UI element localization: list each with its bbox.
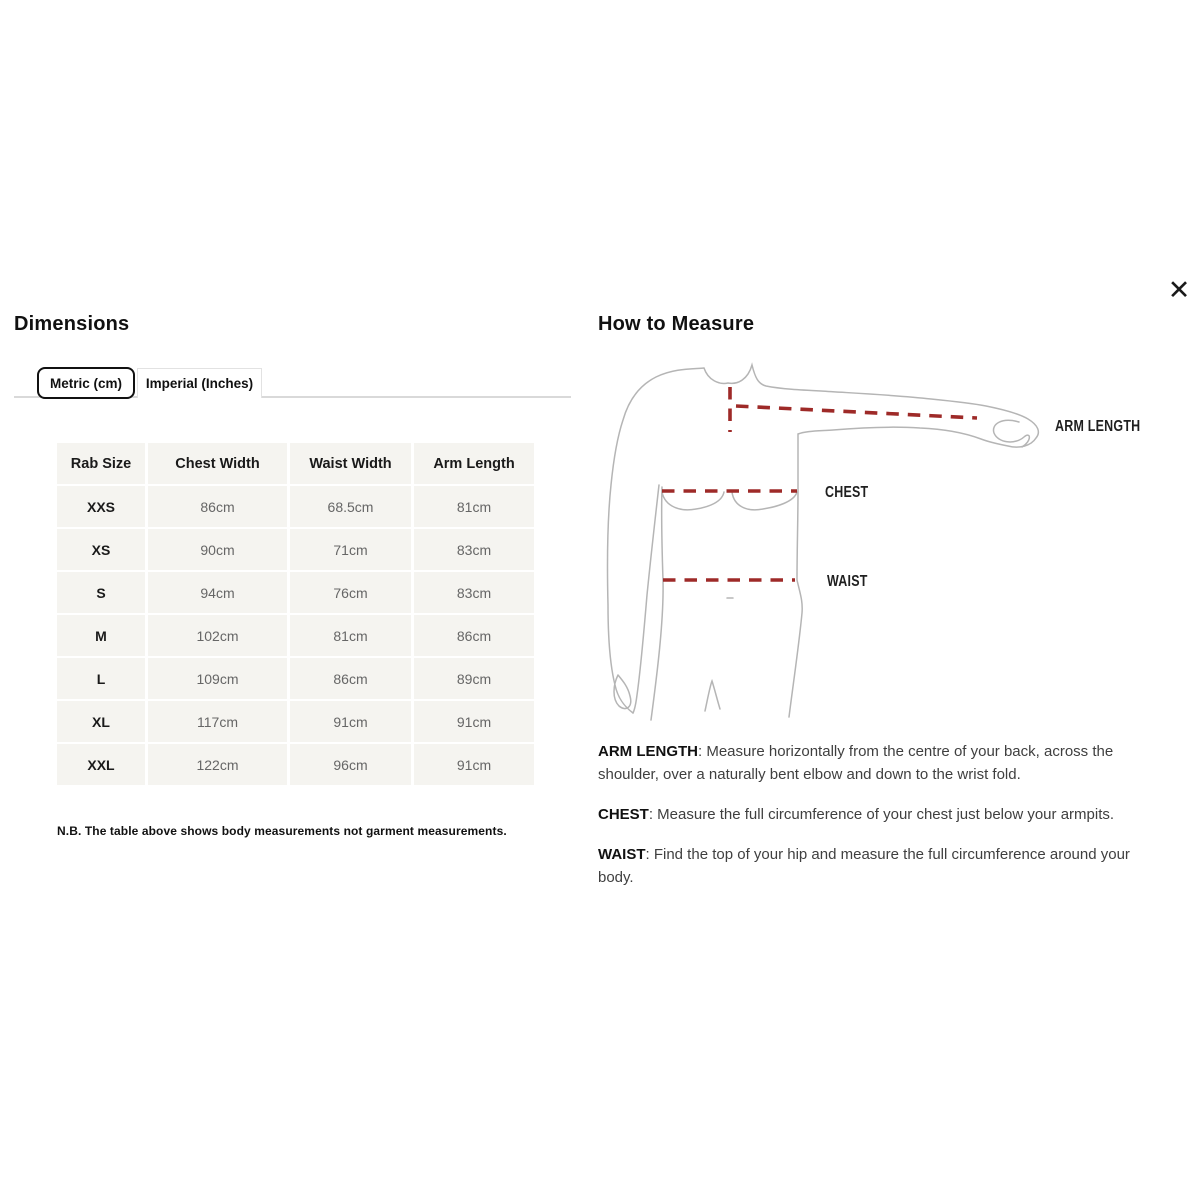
- waist-value: 81cm: [290, 615, 411, 656]
- chest-term: CHEST: [598, 806, 649, 823]
- waist-value: 91cm: [290, 701, 411, 742]
- arm-value: 89cm: [414, 658, 534, 699]
- table-row: [57, 529, 534, 570]
- column-header-chest: Chest Width: [148, 443, 287, 484]
- chest-value: 102cm: [148, 615, 287, 656]
- column-header-arm: Arm Length: [414, 443, 534, 484]
- size-label: L: [57, 658, 145, 699]
- how-to-measure-title: How to Measure: [598, 313, 755, 335]
- close-icon[interactable]: ✕: [1167, 275, 1191, 305]
- chest-value: 86cm: [148, 486, 287, 527]
- dimensions-title: Dimensions: [14, 313, 130, 335]
- chest-value: 109cm: [148, 658, 287, 699]
- chest-instruction: CHEST: Measure the full circumference of your chest just below your armpits.: [598, 806, 1115, 823]
- chest-label: CHEST: [825, 483, 869, 502]
- size-table: [54, 441, 537, 787]
- chest-value: 94cm: [148, 572, 287, 613]
- chest-value: 90cm: [148, 529, 287, 570]
- chest-value: 122cm: [148, 744, 287, 785]
- arm-length-instruction: ARM LENGTH: Measure horizontally from the centre of your back, across the shoulder, over a naturally bent elbow and down to the wrist fold.: [598, 743, 1114, 783]
- tab-imperial-inches[interactable]: Imperial (Inches): [137, 368, 262, 398]
- tab-metric-cm[interactable]: Metric (cm): [37, 367, 135, 399]
- table-row: [57, 701, 534, 742]
- table-row: [57, 486, 534, 527]
- waist-value: 86cm: [290, 658, 411, 699]
- table-row: [57, 658, 534, 699]
- arm-length-label: ARM LENGTH: [1055, 417, 1141, 436]
- size-label: XXS: [57, 486, 145, 527]
- waist-value: 71cm: [290, 529, 411, 570]
- table-row: [57, 615, 534, 656]
- table-header-row: [57, 443, 534, 484]
- arm-length-term: ARM LENGTH: [598, 743, 698, 760]
- arm-length-line: [736, 406, 977, 418]
- measurement-lines: [662, 387, 977, 580]
- chest-value: 117cm: [148, 701, 287, 742]
- table-note: N.B. The table above shows body measurements not garment measurements.: [57, 824, 507, 838]
- waist-instruction: WAIST: Find the top of your hip and measure the full circumference around your body.: [598, 846, 1130, 886]
- table-row: [57, 744, 534, 785]
- column-header-size: Rab Size: [57, 443, 145, 484]
- waist-value: 68.5cm: [290, 486, 411, 527]
- column-header-waist: Waist Width: [290, 443, 411, 484]
- table-row: [57, 572, 534, 613]
- arm-value: 86cm: [414, 615, 534, 656]
- size-label: XS: [57, 529, 145, 570]
- arm-value: 83cm: [414, 529, 534, 570]
- size-label: XL: [57, 701, 145, 742]
- arm-value: 83cm: [414, 572, 534, 613]
- arm-value: 81cm: [414, 486, 534, 527]
- waist-term: WAIST: [598, 846, 646, 863]
- arm-value: 91cm: [414, 744, 534, 785]
- size-label: M: [57, 615, 145, 656]
- waist-value: 96cm: [290, 744, 411, 785]
- measure-instructions: [598, 740, 1158, 906]
- waist-value: 76cm: [290, 572, 411, 613]
- size-label: S: [57, 572, 145, 613]
- body-diagram: [595, 355, 1155, 735]
- size-label: XXL: [57, 744, 145, 785]
- arm-value: 91cm: [414, 701, 534, 742]
- waist-label: WAIST: [827, 572, 868, 591]
